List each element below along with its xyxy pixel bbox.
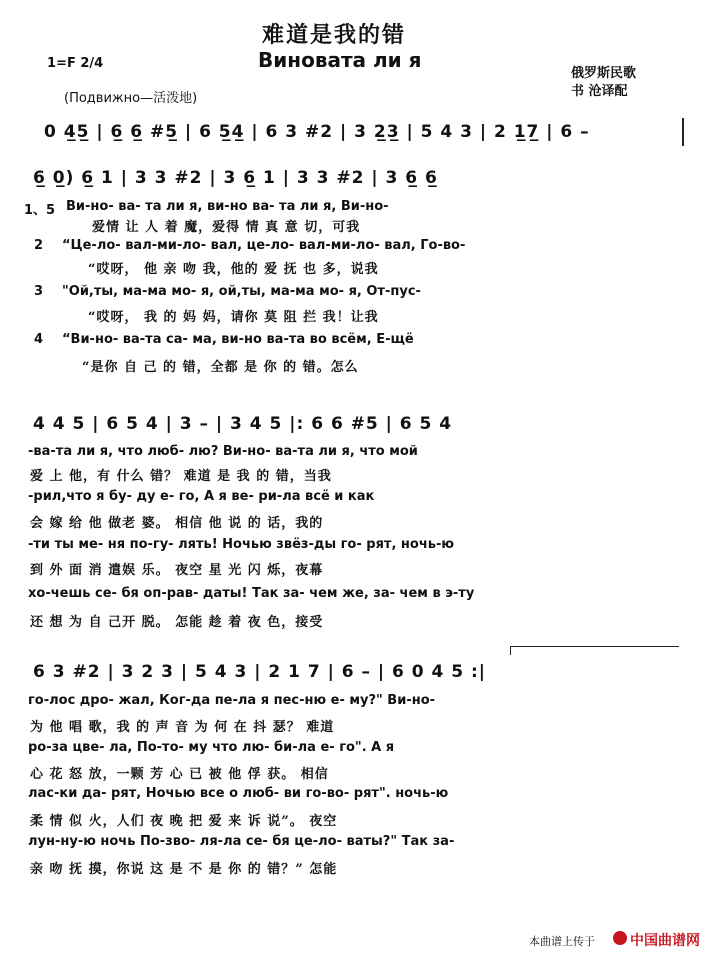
lyric-line: 亲 吻 抚 摸，你说 这 是 不 是 你 的 错？” 怎能 xyxy=(30,862,338,877)
site-name[interactable]: 中国曲谱网 xyxy=(630,933,700,949)
verse-label-3: 3 xyxy=(34,284,44,299)
system-1-barline xyxy=(682,118,684,146)
arranger-label: 书 沧译配 xyxy=(571,84,628,99)
lyric-line: “Це-ло- вал-ми-ло- вал, це-ло- вал-ми-ло- вал, Го-во- xyxy=(62,238,466,253)
lyric-line: -ва-та ли я, что люб- лю? Ви-но- ва-та ли я, что мой xyxy=(28,444,418,459)
tempo-marking: (Подвижно—活泼地) xyxy=(64,91,198,106)
lyric-line: лас-ки да- рят, Ночью все о люб- ви го-во- рят". ночь-ю xyxy=(28,786,449,801)
lyric-line: 心 花 怒 放，一颗 芳 心 已 被 他 俘 获。 相信 xyxy=(30,767,329,782)
origin-label: 俄罗斯民歌 xyxy=(571,66,637,81)
title-chinese: 难道是我的错 xyxy=(262,23,407,48)
system-1-notes: 0 4̲5̲ | 6̲ 6̲ #5̲ | 6 5̲4̲ | 6 3 #2 | 3 2̲3̲ | 5 4 3 | 2 1̲7̲ | 6 – xyxy=(44,122,590,142)
verse-label-4: 4 xyxy=(34,332,44,347)
title-russian: Виновата ли я xyxy=(258,48,422,72)
verse-label-2: 2 xyxy=(34,238,44,253)
lyric-line: лун-ну-ю ночь По-зво- ля-ла се- бя це-ло- ваты?" Так за- xyxy=(28,834,455,849)
site-logo-icon xyxy=(613,931,627,945)
lyric-line: 到 外 面 消 遣娱 乐。 夜空 星 光 闪 烁，夜幕 xyxy=(30,563,324,578)
lyric-line: 会 嫁 给 他 做老 婆。 相信 他 说 的 话，我的 xyxy=(30,516,324,531)
lyric-line: “Ви-но- ва-та са- ма, ви-но ва-та во всём, Е-щё xyxy=(62,332,414,347)
lyric-line: 还 想 为 自 己开 脱。 怎能 趁 着 夜 色，接受 xyxy=(30,615,324,630)
lyric-line: ро-за цве- ла, По-то- му что лю- би-ла е- го". А я xyxy=(28,740,395,755)
lyric-line: “哎呀， 我 的 妈 妈，请你 莫 阻 拦 我！让我 xyxy=(88,310,379,325)
system-3-notes: 4 4 5 | 6 5 4 | 3 – | 3 4 5 |: 6 6 #5 | 6 5 4 xyxy=(33,414,453,434)
lyric-line: 爱 上 他，有 什么 错？ 难道 是 我 的 错，当我 xyxy=(30,469,332,484)
volta-bracket xyxy=(510,646,679,655)
lyric-line: 爱情 让 人 着 魔，爱得 情 真 意 切，可我 xyxy=(92,220,361,235)
lyric-line: -ти ты ме- ня по-гу- лять! Ночью звёз-ды го- рят, ночь-ю xyxy=(28,537,455,552)
lyric-line: “哎呀， 他 亲 吻 我，他的 爱 抚 也 多，说我 xyxy=(88,262,379,277)
system-2-notes: 6̲ 0̲) 6̲ 1 | 3 3 #2 | 3 6̲ 1 | 3 3 #2 | 3 6̲ 6̲ xyxy=(33,168,438,188)
lyric-line: 柔 情 似 火，人们 夜 晚 把 爱 来 诉 说”。 夜空 xyxy=(30,814,338,829)
lyric-line: “是你 自 己 的 错，全都 是 你 的 错。怎么 xyxy=(82,360,359,375)
verse-label-1: 1、5 xyxy=(24,203,56,218)
upload-note: 本曲谱上传于 xyxy=(529,935,595,948)
system-4-notes: 6 3 #2 | 3 2 3 | 5 4 3 | 2 1 7 | 6 – | 6 0 4 5 :| xyxy=(33,662,487,682)
key-meter: 1=F 2/4 xyxy=(47,56,104,71)
lyric-line: Ви-но- ва- та ли я, ви-но ва- та ли я, Ви-но- xyxy=(66,199,389,214)
lyric-line: 为 他 唱 歌，我 的 声 音 为 何 在 抖 瑟？ 难道 xyxy=(30,720,335,735)
lyric-line: го-лос дро- жал, Ког-да пе-ла я пес-ню е- му?" Ви-но- xyxy=(28,693,436,708)
lyric-line: "Ой,ты, ма-ма мо- я, ой,ты, ма-ма мо- я, От-пус- xyxy=(62,284,421,299)
lyric-line: -рил,что я бу- ду е- го, А я ве- ри-ла всё и как xyxy=(28,489,375,504)
lyric-line: хо-чешь се- бя оп-рав- даты! Так за- чем же, за- чем в э-ту xyxy=(28,586,475,601)
